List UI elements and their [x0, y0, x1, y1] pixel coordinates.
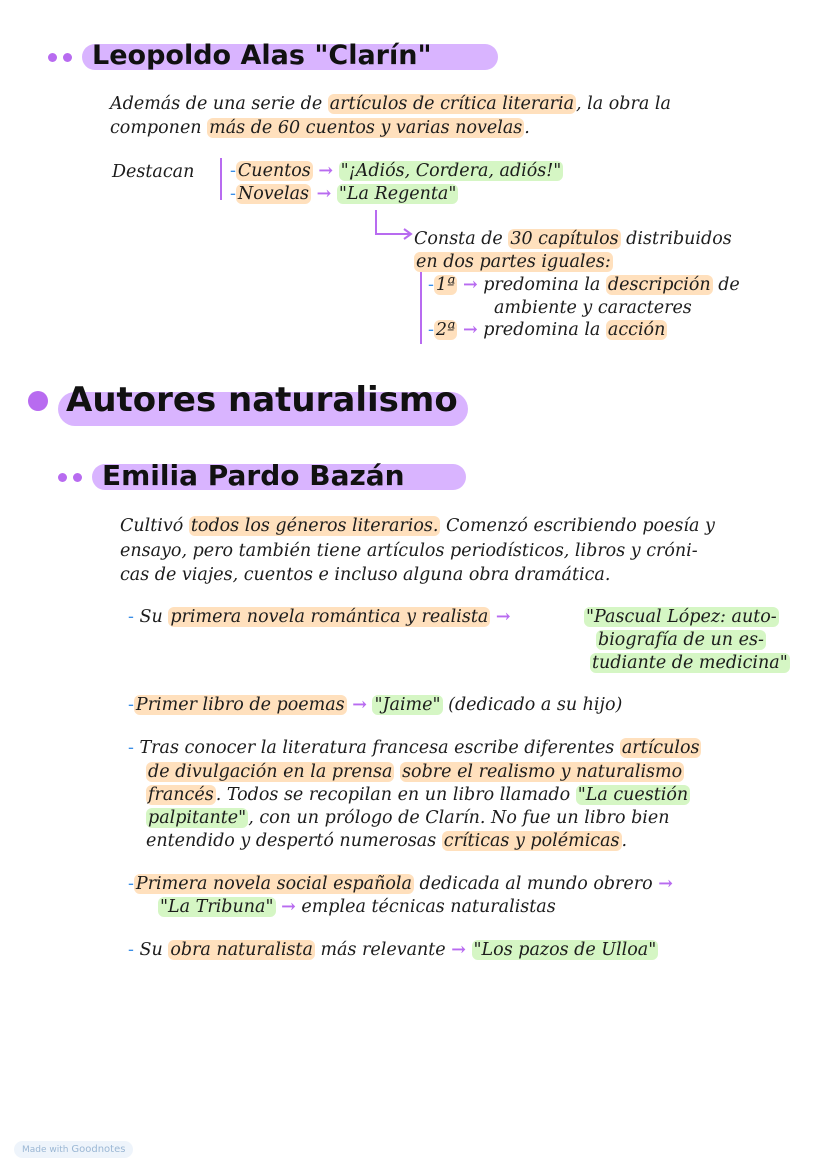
arrow-icon: →	[495, 607, 511, 627]
destacan-label: Destacan	[112, 162, 195, 182]
bazan-title: Emilia Pardo Bazán	[102, 459, 405, 492]
goodnotes-watermark: Made with Goodnotes	[14, 1141, 133, 1158]
consta-line-1: Consta de 30 capítulos distribuidos	[414, 229, 732, 249]
bazan-bullet-3-line-3: francés . Todos se recopilan en un libro llamado "La cuestión	[148, 785, 689, 805]
section-title: Autores naturalismo	[66, 380, 458, 420]
clarin-title: Leopoldo Alas "Clarín"	[92, 40, 432, 71]
parte-1-continued: ambiente y caracteres	[494, 298, 692, 318]
section-bullet-icon	[28, 391, 48, 411]
consta-line-2: en dos partes iguales:	[416, 252, 611, 272]
cuentos-item: - Cuentos → "¡Adiós, Cordera, adiós!"	[230, 161, 562, 181]
bullet-dot-icon	[73, 473, 82, 482]
bazan-intro-line-2: ensayo, pero también tiene artículos periodísticos, libros y cróni-	[120, 541, 698, 561]
clarin-intro-line-1: Además de una serie de artículos de crítica literaria , la obra la	[110, 94, 671, 114]
bullet-dot-icon	[63, 53, 72, 62]
arrow-icon: →	[462, 275, 478, 295]
bazan-bullet-1-title-3: tudiante de medicina"	[592, 653, 788, 673]
arrow-icon: →	[462, 320, 478, 340]
bazan-bullet-3-line-1: - Tras conocer la literatura francesa escribe diferentes artículos	[128, 738, 700, 758]
destacan-bracket	[220, 158, 222, 200]
bazan-bullet-2: - Primer libro de poemas → "Jaime" (dedicado a su hijo)	[128, 695, 623, 715]
bazan-bullet-4-line-2: "La Tribuna" → emplea técnicas naturalistas	[160, 897, 556, 917]
arrow-icon: →	[451, 940, 466, 960]
bullet-dot-icon	[48, 53, 57, 62]
bazan-bullet-3-line-2: de divulgación en la prensa sobre el realismo y naturalismo	[148, 762, 683, 782]
bullet-dot-icon	[58, 473, 67, 482]
arrow-icon: →	[658, 874, 673, 894]
bazan-intro-line-1: Cultivó todos los géneros literarios. Comenzó escribiendo poesía y	[120, 516, 715, 536]
novelas-item: - Novelas → "La Regenta"	[230, 184, 457, 204]
bazan-bullet-1-title-1: "Pascual López: auto-	[586, 607, 777, 627]
arrow-icon: →	[352, 695, 367, 715]
bazan-bullet-3-line-4: palpitante" , con un prólogo de Clarín. No fue un libro bien	[148, 808, 670, 828]
arrow-icon: →	[316, 184, 332, 204]
arrow-icon: →	[281, 897, 296, 917]
bazan-bullet-5: - Su obra naturalista más relevante → "Los pazos de Ulloa"	[128, 940, 657, 960]
bazan-bullet-1-title-2: biografía de un es-	[598, 630, 764, 650]
elbow-arrow-icon	[370, 208, 416, 242]
bazan-intro-line-3: cas de viajes, cuentos e incluso alguna obra dramática.	[120, 565, 611, 585]
bazan-bullet-4-line-1: - Primera novela social española dedicada al mundo obrero →	[128, 874, 673, 894]
bazan-bullet-3-line-5: entendido y despertó numerosas críticas y polémicas .	[146, 831, 628, 851]
arrow-icon: →	[318, 161, 334, 181]
bazan-bullet-1: - Su primera novela romántica y realista →	[128, 607, 511, 627]
parte-1-item: - 1ª → predomina la descripción de	[428, 275, 740, 295]
clarin-intro-line-2: componen más de 60 cuentos y varias novelas .	[110, 118, 530, 138]
parte-2-item: - 2ª → predomina la acción	[428, 320, 666, 340]
partes-bracket	[420, 272, 422, 344]
